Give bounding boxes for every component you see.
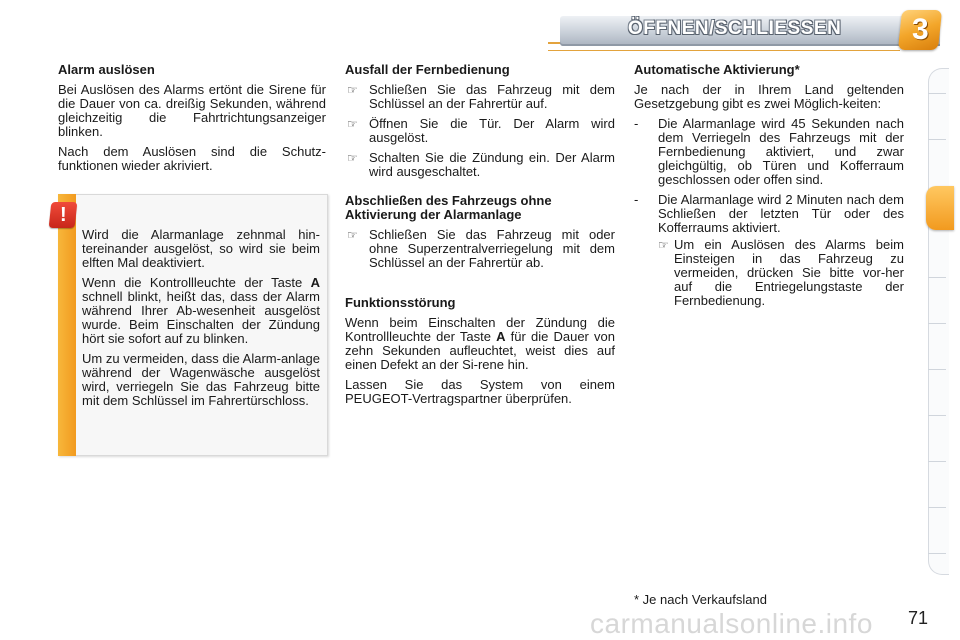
pointing-hand-icon: ☞: [347, 151, 358, 165]
list-item: [345, 83, 615, 111]
list-item: [634, 117, 904, 187]
warning-paragraph: [82, 276, 320, 346]
page-title: ÖFFNEN/SCHLIESSEN: [628, 18, 842, 39]
tab-divider: [928, 553, 946, 554]
chapter-number: 3: [911, 13, 929, 46]
warning-paragraph: Wird die Alarmanlage zehnmal hin-tereinander ausgelöst, so wird sie beim elften Mal deaktiviert.: [82, 227, 320, 270]
column-alarm-ausloesen: [58, 63, 326, 179]
key-label: A: [310, 275, 320, 290]
section-heading: Automatische Aktivierung*: [634, 62, 800, 77]
list-item-text: Um ein Auslösen des Alarms beim Einsteigen in das Fahrzeug zu vermeiden, drücken Sie bitte vor-her auf die Entriegelungstaste der Fernbedienung.: [674, 237, 904, 308]
page-number: 71: [908, 608, 929, 628]
pointing-hand-icon: ☞: [658, 238, 669, 252]
tab-divider: [928, 461, 946, 462]
text-fragment: Wenn beim Einschalten der Zündung die Kontrollleuchte der Taste: [345, 315, 615, 344]
pointing-hand-icon: ☞: [347, 83, 358, 97]
list-item-text: Schließen Sie das Fahrzeug mit oder ohne Superzentralverriegelung mit dem Schlüssel an der Fahrertür ab.: [369, 227, 615, 270]
tab-divider: [928, 415, 946, 416]
paragraph: Je nach der in Ihrem Land geltenden Gesetzgebung gibt es zwei Möglich-keiten:: [634, 82, 904, 111]
tab-divider: [928, 369, 946, 370]
chapter-tab-active[interactable]: [926, 186, 954, 230]
key-label: A: [496, 329, 506, 344]
list-item: [634, 193, 904, 235]
warning-box-bar: [58, 194, 76, 456]
tab-divider: [928, 93, 946, 94]
chapter-tab-strip: [928, 68, 949, 575]
list-item-text: Schließen Sie das Fahrzeug mit dem Schlüssel an der Fahrertür auf.: [369, 82, 615, 111]
paragraph: [345, 316, 615, 372]
dash-marker: -: [634, 116, 639, 131]
list-item: [345, 117, 615, 145]
text-fragment: Wenn die Kontrollleuchte der Taste: [82, 275, 311, 290]
pointing-hand-icon: ☞: [347, 228, 358, 242]
pointing-hand-icon: ☞: [347, 117, 358, 131]
text-fragment: schnell blinkt, heißt das, dass der Alarm während Ihrer Ab-wesenheit ausgelöst wurde. Beim Einschalten der Zündung hört sie sofort auf zu blinken.: [82, 289, 320, 346]
warning-box-content: [82, 228, 320, 414]
list-item: [345, 151, 615, 179]
text-fragment: für die Dauer von zehn Sekunden aufleuchtet, weist dies auf einen Defekt an der Si-rene hin.: [345, 329, 615, 372]
paragraph: Bei Auslösen des Alarms ertönt die Sirene für die Dauer von ca. dreißig Sekunden, während gleichzeitig die Fahrtrichtungsanzeiger blinken.: [58, 82, 326, 139]
paragraph: Nach dem Auslösen sind die Schutz-funktionen wieder akriviert.: [58, 144, 326, 173]
list-item: [634, 238, 904, 308]
paragraph: Lassen Sie das System von einem PEUGEOT-Vertragspartner überprüfen.: [345, 377, 615, 406]
list-item: [345, 228, 615, 270]
section-heading: Ausfall der Fernbedienung: [345, 62, 510, 77]
watermark: carmanualsonline.info: [590, 608, 873, 639]
column-funktionsstoerung: [345, 296, 615, 412]
list-item-text: Öffnen Sie die Tür. Der Alarm wird ausgelöst.: [369, 116, 615, 145]
tab-divider: [928, 277, 946, 278]
section-heading: Abschließen des Fahrzeugs ohne Aktivierung der Alarmanlage: [345, 193, 552, 222]
tab-divider: [928, 139, 946, 140]
column-abschliessen: [345, 194, 615, 276]
warning-icon: [49, 202, 78, 228]
list-item-text: Die Alarmanlage wird 45 Sekunden nach dem Verriegeln des Fahrzeugs mit der Fernbedienung aktiviert, und zwar gleichgültig, ob Türen und Kofferraum geschlossen oder offen sind.: [658, 116, 904, 187]
list-item-text: Die Alarmanlage wird 2 Minuten nach dem Schließen der letzten Tür oder des Kofferraums aktiviert.: [658, 192, 904, 235]
section-heading: Funktionsstörung: [345, 295, 456, 310]
dash-marker: -: [634, 192, 639, 207]
footnote: * Je nach Verkaufsland: [634, 592, 767, 607]
tab-divider: [928, 507, 946, 508]
list-item-text: Schalten Sie die Zündung ein. Der Alarm wird ausgeschaltet.: [369, 150, 615, 179]
column-fernbedienung: [345, 63, 615, 185]
tab-divider: [928, 323, 946, 324]
section-heading: Alarm auslösen: [58, 62, 155, 77]
warning-symbol: !: [59, 203, 67, 226]
chapter-badge: [898, 10, 942, 50]
column-automatische-aktivierung: [634, 63, 904, 314]
warning-paragraph: Um zu vermeiden, dass die Alarm-anlage während der Wagenwäsche ausgelöst wird, verriegeln Sie das Fahrzeug bitte mit dem Schlüssel im Fahrertürschloss.: [82, 351, 320, 408]
